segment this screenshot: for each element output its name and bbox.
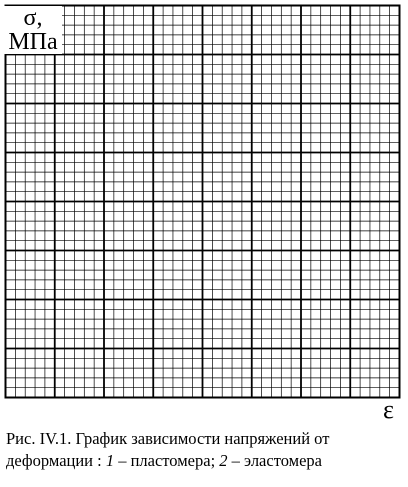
y-axis-symbol: σ,: [23, 5, 43, 31]
y-axis-unit: МПа: [8, 29, 58, 55]
caption-item-2-number: 2: [219, 451, 228, 470]
x-axis-label: ε: [383, 395, 394, 424]
caption-item-1-number: 1: [105, 451, 115, 470]
caption-prefix: деформации :: [6, 451, 106, 470]
caption-item-2-text: – эластомера: [227, 451, 322, 470]
caption-line-2: [6, 450, 406, 472]
y-axis-label: [4, 6, 62, 54]
caption-line-1: Рис. IV.1. График зависимости напряжений от: [6, 429, 330, 448]
figure-caption: [6, 428, 406, 472]
caption-item-1-text: – пластомера;: [114, 451, 220, 470]
